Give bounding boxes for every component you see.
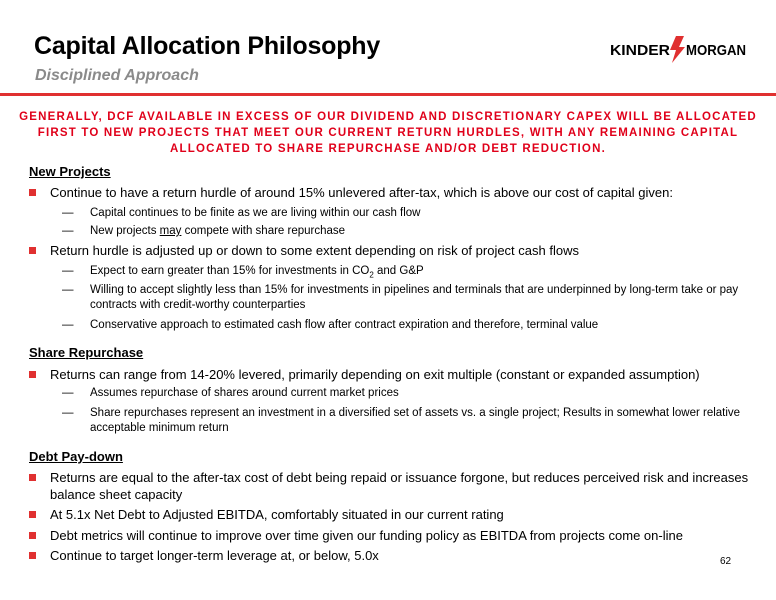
bullet-text: Continue to target longer-term leverage at, or below, 5.0x [50,548,379,563]
dash-icon: — [62,265,74,277]
sub-bullet-diversified-assets [62,406,752,436]
bullet-text: Return hurdle is adjusted up or down to some extent depending on risk of project cash flows [50,243,579,258]
dash-icon: — [62,207,74,219]
section-heading-share-repurchase: Share Repurchase [29,345,144,360]
page-subtitle: Disciplined Approach [35,67,199,84]
dash-icon: — [62,225,74,237]
bullet-square-icon [29,511,36,518]
dash-icon: — [62,284,74,296]
bullet-square-icon [29,474,36,481]
text-part: Expect to earn greater than 15% for investments in CO [90,265,370,277]
sub-bullet-co2-gp [62,264,752,282]
bullet-text: Debt metrics will continue to improve over time given our funding policy as EBITDA from projects come on-line [50,528,683,543]
bullet-debt-metrics [29,527,749,544]
bullet-square-icon [29,189,36,196]
sub-bullet-text: Conservative approach to estimated cash flow after contract expiration and therefore, terminal value [90,319,599,331]
sub-bullet-capital-finite [62,206,752,221]
sub-bullet-text: Willing to accept slightly less than 15% for investments in pipelines and terminals that are underpinned by long-term take or pay contracts with credit-worthy counterparties [90,284,739,311]
kinder-morgan-logo [610,34,746,64]
sub-bullet-text: Capital continues to be finite as we are living within our cash flow [90,207,421,219]
sub-bullet-conservative-approach [62,318,752,333]
sub-bullet-text: Assumes repurchase of shares around current market prices [90,387,399,399]
section-heading-debt-paydown: Debt Pay-down [29,449,123,464]
bullet-square-icon [29,371,36,378]
bullet-square-icon [29,532,36,539]
bullet-square-icon [29,247,36,254]
svg-text:KINDER: KINDER [610,42,671,59]
page-number: 62 [720,556,732,567]
bullet-text: Returns are equal to the after-tax cost of debt being repaid or issuance forgone, but reduces perceived risk and increases balance sheet capacity [50,470,749,502]
svg-text:MORGAN: MORGAN [686,42,746,59]
bullet-return-hurdle [29,184,749,201]
headline-statement: GENERALLY, DCF AVAILABLE IN EXCESS OF OUR DIVIDEND AND DISCRETIONARY CAPEX WILL BE ALLOCATED FIRST TO NEW PROJECTS THAT MEET OUR CURRENT RETURN HURDLES, WITH ANY REMAINING CAPITAL ALLOCATED TO SHARE REPURCHASE AND/OR DEBT REDUCTION. [19,111,757,155]
dash-icon: — [62,407,74,419]
page-title: Capital Allocation Philosophy [34,32,381,60]
sub-bullet-text [90,224,752,239]
bullet-text: At 5.1x Net Debt to Adjusted EBITDA, comfortably situated in our current rating [50,507,504,522]
bullet-returns-range [29,366,749,383]
bullet-text: Continue to have a return hurdle of around 15% unlevered after-tax, which is above our cost of capital given: [50,185,673,200]
sub-bullet-assumes-repurchase [62,386,752,401]
bullet-hurdle-adjusted [29,242,749,259]
text-part: compete with share repurchase [181,225,346,237]
bullet-net-debt-ebitda [29,506,749,523]
sub-bullet-pipelines-terminals [62,283,752,313]
text-part: and G&P [373,265,424,277]
dash-icon: — [62,319,74,331]
section-heading-new-projects: New Projects [29,164,111,179]
bullet-text: Returns can range from 14-20% levered, primarily depending on exit multiple (constant or expanded assumption) [50,367,700,382]
header-divider [0,93,776,96]
text-part: New projects [90,225,160,237]
sub-bullet-text: Share repurchases represent an investment in a diversified set of assets vs. a single project; Results in somewhat lower relative acceptable minimum return [90,407,741,434]
sub-bullet-new-projects-compete [62,224,752,239]
bullet-target-leverage [29,547,749,564]
underlined-word: may [159,225,182,237]
logo-graphic [610,34,746,64]
bullet-square-icon [29,552,36,559]
dash-icon: — [62,387,74,399]
sub-bullet-text [90,264,752,282]
subscript: 2 [369,270,374,280]
bullet-after-tax-cost [29,469,749,503]
